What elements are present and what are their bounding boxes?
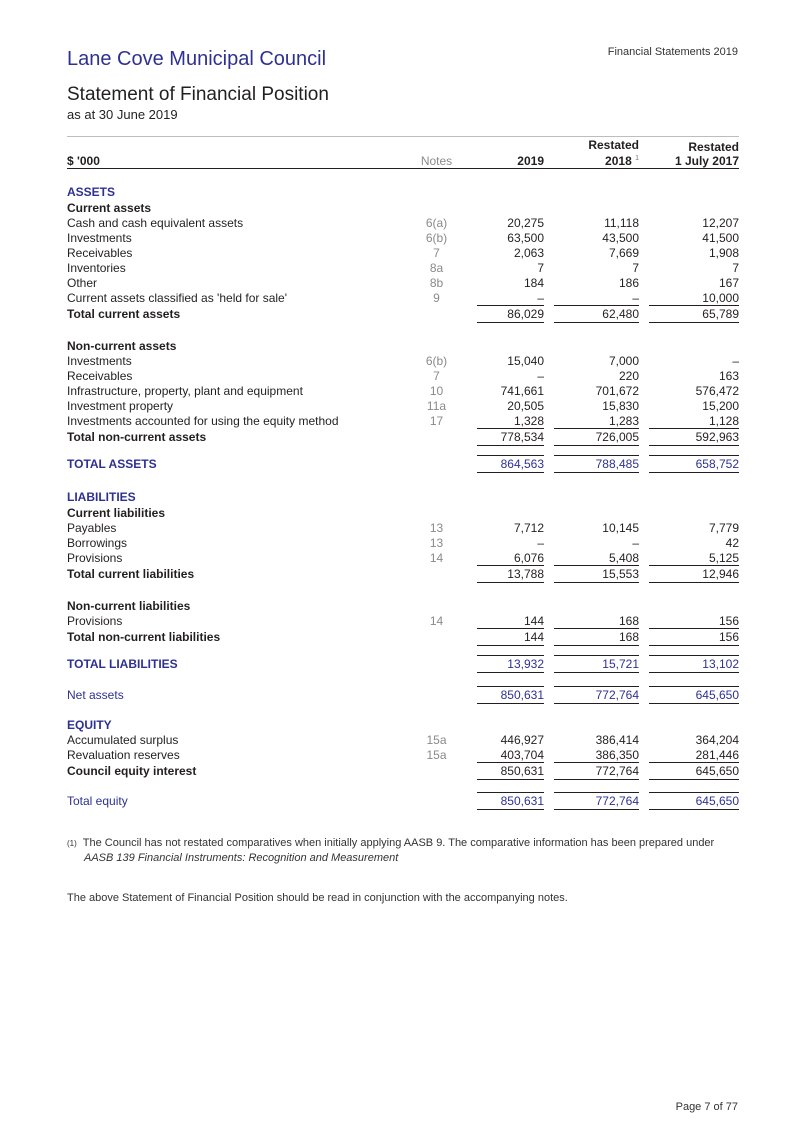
footnote-italic-reference: AASB 139 Financial Instruments: Recognition and Measurement <box>84 852 399 864</box>
total-current-liabilities <box>67 565 739 583</box>
table-row <box>67 520 739 535</box>
column-header-2019: 2019 <box>467 138 544 169</box>
row-value-y2: 11,118 <box>604 215 639 230</box>
column-header-2017-date: 1 July 2017 <box>674 154 739 168</box>
row-value-y1: – <box>537 535 544 550</box>
total-current-assets-cell-y2 <box>544 305 639 323</box>
spacer-cell <box>67 646 739 654</box>
row-value-y2: 15,830 <box>602 398 639 413</box>
net-assets-value-y2: 772,764 <box>554 686 639 704</box>
total-non-current-assets-value-y1: 778,534 <box>477 428 544 446</box>
total-assets-notes <box>406 454 467 474</box>
total-non-current-liabilities-value-y3: 156 <box>649 628 739 646</box>
total-liabilities-notes <box>406 654 467 674</box>
table-row <box>67 245 739 260</box>
row-value-y1: – <box>537 368 544 383</box>
row-value-y3: 10,000 <box>702 290 739 305</box>
total-equity-value-y2: 772,764 <box>554 792 639 810</box>
total-liabilities-value-y2: 15,721 <box>554 655 639 673</box>
row-value-y1: 1,328 <box>513 413 544 428</box>
total-current-liabilities-cell-y2 <box>544 565 639 583</box>
row-spacer <box>67 583 739 597</box>
table-row <box>67 732 739 747</box>
row-value-y2: 1,283 <box>608 413 639 428</box>
total-current-assets-value-y1: 86,029 <box>477 305 544 323</box>
row-value-y2: 7,000 <box>608 353 639 368</box>
column-header-notes: Notes <box>406 138 467 169</box>
row-note-ref: 14 <box>429 550 444 565</box>
net-assets-value-y1: 850,631 <box>477 686 544 704</box>
page-title: Statement of Financial Position <box>67 84 329 105</box>
row-value-y2: 43,500 <box>602 230 639 245</box>
row-note-ref: 13 <box>429 535 444 550</box>
row-label: Current assets classified as 'held for sale' <box>67 290 288 305</box>
total-non-current-liabilities-notes <box>406 628 467 646</box>
total-current-liabilities-cell-y3 <box>639 565 739 583</box>
row-label: Borrowings <box>67 535 128 550</box>
footnote <box>67 836 739 866</box>
total-equity-value-y1: 850,631 <box>477 792 544 810</box>
net-assets-notes <box>406 682 467 708</box>
row-value-y2: 386,350 <box>595 747 639 762</box>
section-assets-label: ASSETS <box>67 185 116 199</box>
row-value-y3: 163 <box>718 368 739 383</box>
total-assets-label: TOTAL ASSETS <box>67 457 157 471</box>
row-spacer <box>67 169 739 184</box>
row-value-y3: 364,204 <box>695 732 739 747</box>
net-assets-cell-y1 <box>467 682 544 708</box>
row-value-y2: 186 <box>618 275 639 290</box>
total-equity-value-y3: 645,650 <box>649 792 739 810</box>
row-value-y3: 5,125 <box>708 550 739 565</box>
subsection-current-assets <box>67 199 739 215</box>
subsection-non-current-liabilities-label: Non-current liabilities <box>67 599 191 613</box>
spacer-cell <box>67 708 739 716</box>
row-note-ref: 15a <box>426 747 447 762</box>
row-label: Inventories <box>67 260 126 275</box>
total-non-current-assets-value-y3: 592,963 <box>649 428 739 446</box>
council-equity-interest-value-y2: 772,764 <box>554 762 639 780</box>
council-equity-interest-notes <box>406 762 467 780</box>
row-spacer <box>67 780 739 788</box>
council-equity-interest-value-y3: 645,650 <box>649 762 739 780</box>
page-subtitle: as at 30 June 2019 <box>67 107 178 122</box>
row-note-ref: 8a <box>429 260 444 275</box>
total-liabilities-value-y1: 13,932 <box>477 655 544 673</box>
total-current-assets-cell-y3 <box>639 305 739 323</box>
column-header-2018-year: 2018 <box>605 154 632 168</box>
row-value-y1: 7 <box>537 260 544 275</box>
total-non-current-assets-value-y2: 726,005 <box>554 428 639 446</box>
row-note-ref: 7 <box>433 245 440 260</box>
total-current-assets-value-y2: 62,480 <box>554 305 639 323</box>
net-assets-cell-y2 <box>544 682 639 708</box>
council-equity-interest-cell-y3 <box>639 762 739 780</box>
row-label: Other <box>67 275 98 290</box>
spacer-cell <box>67 323 739 337</box>
total-non-current-liabilities-label: Total non-current liabilities <box>67 630 221 644</box>
table-row <box>67 747 739 762</box>
total-equity-notes <box>406 788 467 814</box>
header-divider <box>67 136 739 137</box>
row-value-y2: 10,145 <box>602 520 639 535</box>
row-label: Investment property <box>67 398 174 413</box>
section-liabilities-label: LIABILITIES <box>67 490 136 504</box>
total-assets-cell-y3 <box>639 454 739 474</box>
footnote-text: The Council has not restated comparatives when initially applying AASB 9. The comparative information has been prepared under <box>82 837 715 849</box>
row-value-y3: 41,500 <box>702 230 739 245</box>
section-liabilities <box>67 488 739 504</box>
total-non-current-liabilities-cell-y1 <box>467 628 544 646</box>
total-current-liabilities-value-y1: 13,788 <box>477 565 544 583</box>
row-value-y3: 42 <box>725 535 739 550</box>
table-row <box>67 535 739 550</box>
total-non-current-assets-cell-y1 <box>467 428 544 446</box>
row-note-ref: 6(b) <box>425 353 448 368</box>
row-value-y2: 7 <box>632 260 639 275</box>
total-assets-value-y2: 788,485 <box>554 455 639 473</box>
table-row <box>67 368 739 383</box>
subsection-non-current-liabilities <box>67 597 739 613</box>
row-value-y2: 386,414 <box>595 732 639 747</box>
row-value-y3: 1,908 <box>708 245 739 260</box>
total-assets-value-y1: 864,563 <box>477 455 544 473</box>
row-value-y1: 20,275 <box>507 215 544 230</box>
row-value-y3: 576,472 <box>695 383 739 398</box>
row-value-y2: 701,672 <box>595 383 639 398</box>
total-assets <box>67 454 739 474</box>
row-value-y1: 741,661 <box>500 383 544 398</box>
footnote-mark: (1) <box>67 839 77 848</box>
row-note-ref: 11a <box>426 398 447 413</box>
row-label: Payables <box>67 520 117 535</box>
total-current-assets-cell-y1 <box>467 305 544 323</box>
row-note-ref: 6(a) <box>425 215 448 230</box>
row-value-y2: 7,669 <box>608 245 639 260</box>
row-note-ref: 10 <box>429 383 444 398</box>
section-assets <box>67 183 739 199</box>
row-label: Cash and cash equivalent assets <box>67 215 244 230</box>
council-equity-interest-label: Council equity interest <box>67 764 197 778</box>
row-note-ref: 14 <box>429 613 444 628</box>
council-equity-interest <box>67 762 739 780</box>
row-value-y1: 144 <box>523 613 544 628</box>
row-label: Receivables <box>67 368 133 383</box>
footnote-reference: 1 <box>635 155 639 162</box>
subsection-current-assets-label: Current assets <box>67 201 152 215</box>
row-spacer <box>67 708 739 716</box>
row-value-y3: 281,446 <box>695 747 739 762</box>
total-equity-label: Total equity <box>67 794 128 808</box>
total-current-liabilities-notes <box>406 565 467 583</box>
row-spacer <box>67 446 739 454</box>
table-row <box>67 230 739 245</box>
spacer-cell <box>67 169 739 184</box>
total-current-liabilities-label: Total current liabilities <box>67 567 195 581</box>
row-label: Provisions <box>67 613 123 628</box>
total-liabilities-label: TOTAL LIABILITIES <box>67 657 178 671</box>
row-note-ref: 6(b) <box>425 230 448 245</box>
total-assets-cell-y2 <box>544 454 639 474</box>
row-value-y1: 20,505 <box>507 398 544 413</box>
table-row <box>67 215 739 230</box>
council-equity-interest-cell-y1 <box>467 762 544 780</box>
section-equity-label: EQUITY <box>67 718 112 732</box>
subsection-current-liabilities <box>67 504 739 520</box>
total-current-liabilities-value-y2: 15,553 <box>554 565 639 583</box>
total-assets-cell-y1 <box>467 454 544 474</box>
council-equity-interest-value-y1: 850,631 <box>477 762 544 780</box>
row-value-y3: – <box>732 353 739 368</box>
row-spacer <box>67 674 739 682</box>
spacer-cell <box>67 780 739 788</box>
spacer-cell <box>67 446 739 454</box>
row-label: Revaluation reserves <box>67 747 180 762</box>
read-in-conjunction-note: The above Statement of Financial Position should be read in conjunction with the accompanying notes. <box>67 892 568 904</box>
total-non-current-liabilities-cell-y3 <box>639 628 739 646</box>
row-value-y3: 156 <box>718 613 739 628</box>
table-row <box>67 353 739 368</box>
total-current-liabilities-value-y3: 12,946 <box>649 565 739 583</box>
page-number: Page 7 of 77 <box>675 1101 738 1113</box>
row-label: Provisions <box>67 550 123 565</box>
total-non-current-assets <box>67 428 739 446</box>
row-value-y2: 5,408 <box>608 550 639 565</box>
net-assets-value-y3: 645,650 <box>649 686 739 704</box>
row-value-y1: 403,704 <box>500 747 544 762</box>
spacer-cell <box>67 474 739 488</box>
row-value-y3: 12,207 <box>702 215 739 230</box>
table-row <box>67 413 739 428</box>
total-non-current-assets-label: Total non-current assets <box>67 430 207 444</box>
row-value-y3: 15,200 <box>702 398 739 413</box>
net-assets-label: Net assets <box>67 688 124 702</box>
table-row <box>67 275 739 290</box>
row-value-y1: – <box>537 290 544 305</box>
subsection-current-liabilities-label: Current liabilities <box>67 506 166 520</box>
row-label: Infrastructure, property, plant and equipment <box>67 383 303 398</box>
table-row <box>67 398 739 413</box>
row-value-y1: 15,040 <box>507 353 544 368</box>
total-non-current-liabilities <box>67 628 739 646</box>
row-spacer <box>67 323 739 337</box>
row-note-ref: 8b <box>429 275 444 290</box>
net-assets-cell-y3 <box>639 682 739 708</box>
row-spacer <box>67 474 739 488</box>
spacer-cell <box>67 583 739 597</box>
section-equity <box>67 716 739 732</box>
total-assets-value-y3: 658,752 <box>649 455 739 473</box>
row-value-y1: 6,076 <box>513 550 544 565</box>
total-non-current-liabilities-cell-y2 <box>544 628 639 646</box>
column-header-units: $ '000 <box>67 138 406 169</box>
total-non-current-assets-cell-y3 <box>639 428 739 446</box>
total-non-current-liabilities-value-y2: 168 <box>554 628 639 646</box>
column-header-2018 <box>544 138 639 169</box>
row-value-y1: 63,500 <box>507 230 544 245</box>
row-value-y3: 167 <box>718 275 739 290</box>
net-assets <box>67 682 739 708</box>
table-row <box>67 260 739 275</box>
total-liabilities-cell-y3 <box>639 654 739 674</box>
organization-name: Lane Cove Municipal Council <box>67 48 327 70</box>
row-value-y3: 7 <box>732 260 739 275</box>
row-note-ref: 15a <box>426 732 447 747</box>
row-value-y1: 7,712 <box>513 520 544 535</box>
row-label: Investments <box>67 353 132 368</box>
total-current-assets <box>67 305 739 323</box>
total-liabilities <box>67 654 739 674</box>
row-value-y2: – <box>632 535 639 550</box>
row-note-ref: 7 <box>433 368 440 383</box>
row-value-y2: 168 <box>618 613 639 628</box>
total-equity-cell-y1 <box>467 788 544 814</box>
row-value-y3: 7,779 <box>708 520 739 535</box>
financial-table-body <box>67 138 739 814</box>
total-current-liabilities-cell-y1 <box>467 565 544 583</box>
row-value-y1: 2,063 <box>513 245 544 260</box>
total-liabilities-cell-y2 <box>544 654 639 674</box>
row-note-ref: 13 <box>429 520 444 535</box>
column-header-2018-restated: Restated <box>588 138 639 152</box>
total-non-current-liabilities-value-y1: 144 <box>477 628 544 646</box>
total-non-current-assets-notes <box>406 428 467 446</box>
total-equity-cell-y2 <box>544 788 639 814</box>
row-value-y1: 446,927 <box>500 732 544 747</box>
row-value-y3: 1,128 <box>708 413 739 428</box>
column-header-2017-restated: Restated <box>688 140 739 154</box>
row-value-y2: 220 <box>618 368 639 383</box>
row-spacer <box>67 646 739 654</box>
total-non-current-assets-cell-y2 <box>544 428 639 446</box>
total-current-assets-value-y3: 65,789 <box>649 305 739 323</box>
financial-position-table <box>67 138 739 814</box>
row-note-ref: 9 <box>433 290 440 305</box>
document-header-label: Financial Statements 2019 <box>607 46 738 58</box>
table-header-row <box>67 138 739 169</box>
table-row <box>67 290 739 305</box>
row-label: Investments accounted for using the equity method <box>67 413 339 428</box>
total-equity <box>67 788 739 814</box>
row-label: Receivables <box>67 245 133 260</box>
table-row <box>67 383 739 398</box>
row-note-ref: 17 <box>429 413 444 428</box>
subsection-non-current-assets-label: Non-current assets <box>67 339 177 353</box>
total-liabilities-value-y3: 13,102 <box>649 655 739 673</box>
subsection-non-current-assets <box>67 337 739 353</box>
total-equity-cell-y3 <box>639 788 739 814</box>
row-value-y1: 184 <box>523 275 544 290</box>
total-current-assets-notes <box>406 305 467 323</box>
council-equity-interest-cell-y2 <box>544 762 639 780</box>
table-row <box>67 613 739 628</box>
total-current-assets-label: Total current assets <box>67 307 181 321</box>
total-liabilities-cell-y1 <box>467 654 544 674</box>
table-row <box>67 550 739 565</box>
row-label: Investments <box>67 230 132 245</box>
row-label: Accumulated surplus <box>67 732 179 747</box>
spacer-cell <box>67 674 739 682</box>
column-header-2017 <box>639 138 739 169</box>
row-value-y2: – <box>632 290 639 305</box>
